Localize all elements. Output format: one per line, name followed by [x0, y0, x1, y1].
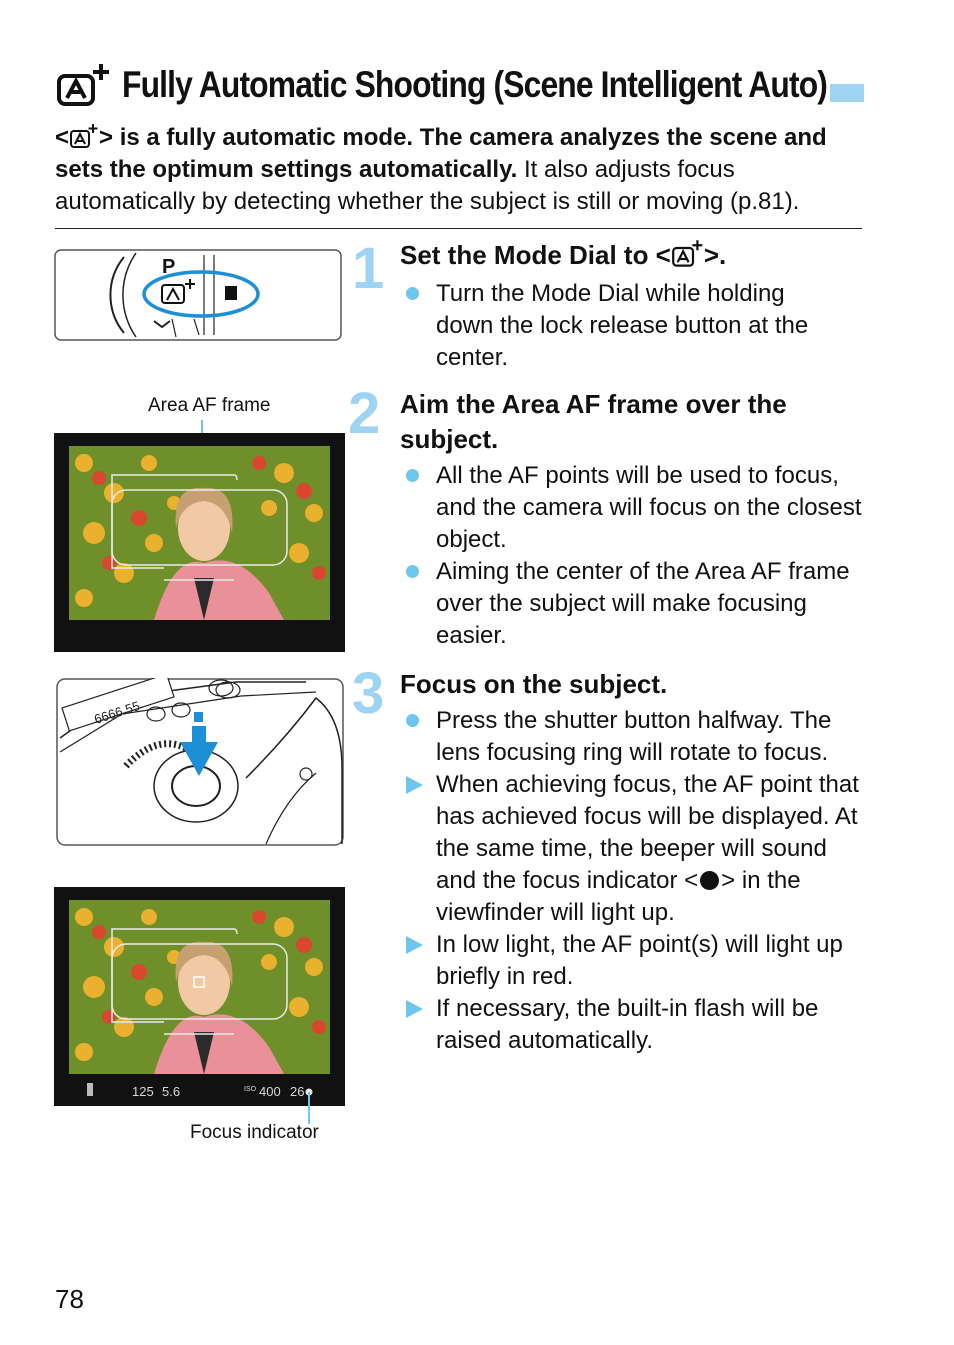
step-1-bullets: [400, 278, 840, 374]
lcd-readout: 6666.55: [92, 698, 142, 727]
scene-intelligent-auto-icon: [671, 239, 704, 268]
viewfinder-photo: [54, 433, 345, 652]
step-2-heading: Aim the Area AF frame over the subject.: [400, 389, 787, 454]
bullet-dot: [406, 565, 419, 578]
intro-lead-open: <: [55, 124, 70, 151]
step-3-heading: Focus on the subject.: [400, 669, 668, 699]
scene-intelligent-auto-icon: [69, 123, 99, 149]
list-item: [400, 705, 865, 769]
bullet-triangle: [406, 936, 423, 954]
bullet-dot: [406, 287, 419, 300]
focus-indicator-caption: Focus indicator: [190, 1122, 319, 1143]
bullet-text: All the AF points will be used to focus, and the camera will focus on the closest object.: [436, 462, 862, 553]
step-1-heading-suffix: >.: [703, 240, 727, 270]
intro-rest: It also adjusts focus automatically by detecting whether the subject is still or moving (p.81).: [55, 156, 800, 215]
shutter-button-illustration: [56, 678, 344, 846]
step-3-number: 3: [352, 661, 385, 726]
intro-lead: > is a fully automatic mode. The camera analyzes the scene and sets the optimum settings automatically.: [55, 124, 827, 183]
mode-dial-illustration: [54, 249, 342, 341]
bullet-triangle: [406, 776, 423, 794]
step-3-bullets: [400, 705, 865, 1057]
intro-paragraph: [55, 122, 865, 218]
step-1-heading-prefix: Set the Mode Dial to <: [400, 240, 671, 270]
focus-indicator-leader: [308, 1092, 310, 1124]
readout-shutter: 125: [132, 1084, 154, 1099]
list-item: [400, 993, 865, 1057]
list-item: [400, 929, 865, 993]
readout-aperture: 5.6: [162, 1084, 181, 1099]
bullet-text: Aiming the center of the Area AF frame over the subject will make focusing easier.: [436, 558, 850, 649]
bullet-text: Press the shutter button halfway. The lens focusing ring will rotate to focus.: [436, 707, 832, 766]
bullet-text: If necessary, the built-in flash will be raised automatically.: [436, 995, 819, 1054]
bullet-dot: [406, 714, 419, 727]
bullet-text: In low light, the AF point(s) will light up briefly in red.: [436, 931, 843, 990]
readout-iso: 400: [259, 1084, 281, 1099]
bullet-text: Turn the Mode Dial while holding down the lock release button at the center.: [436, 280, 809, 371]
bullet-triangle: [406, 1000, 423, 1018]
bullet-text: > in the viewfinder will light up.: [436, 867, 801, 926]
page-number: 78: [55, 1284, 84, 1314]
focus-indicator-dot-icon: [700, 871, 719, 890]
list-item: [400, 556, 865, 652]
bullet-text: When achieving focus, the AF point that has achieved focus will be displayed. At the same time, the beeper will sound and the focus indicator <: [436, 771, 859, 894]
section-rule: [55, 228, 862, 229]
list-item: [400, 769, 865, 929]
step-1-heading: [400, 238, 870, 273]
step-1-number: 1: [352, 236, 385, 301]
title-accent-bar: [830, 84, 864, 102]
readout-shots: 26: [290, 1084, 305, 1099]
step-2-bullets: [400, 460, 865, 652]
dial-label-p: P: [162, 256, 176, 278]
bullet-dot: [406, 469, 419, 482]
step-2-number: 2: [348, 381, 381, 446]
viewfinder-focused-photo: [54, 887, 345, 1106]
list-item: [400, 278, 840, 374]
area-af-frame-caption: Area AF frame: [148, 395, 271, 416]
scene-intelligent-auto-icon: [56, 62, 114, 108]
page-title: Fully Automatic Shooting (Scene Intelligent Auto): [122, 64, 828, 105]
readout-iso-label: ISO: [244, 1086, 257, 1093]
list-item: [400, 460, 865, 556]
page-title-row: [56, 60, 866, 116]
